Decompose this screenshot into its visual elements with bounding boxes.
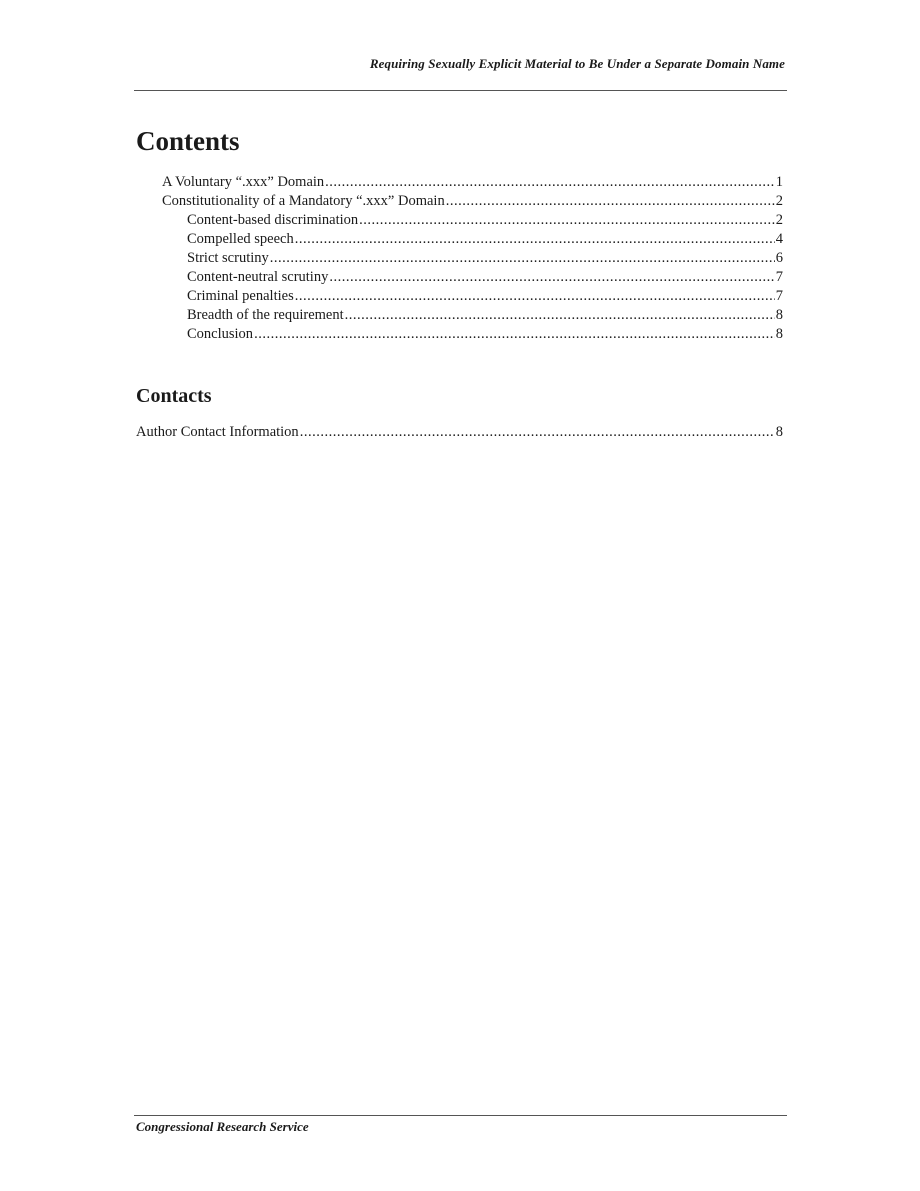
toc-entry-title: Content-neutral scrutiny	[187, 269, 329, 285]
dot-leader	[325, 173, 775, 192]
toc-entry-page: 1	[775, 174, 783, 190]
toc-entry-title: Criminal penalties	[187, 288, 294, 304]
toc-entry-title: Conclusion	[187, 326, 254, 342]
toc-entry-breadth-of-requirement[interactable]	[136, 306, 783, 325]
dot-leader	[329, 268, 774, 287]
toc-entry-page: 7	[775, 288, 783, 304]
toc-entry-page: 2	[775, 193, 783, 209]
header-divider	[134, 90, 787, 91]
toc-entry-page: 2	[775, 212, 783, 228]
dot-leader	[300, 423, 775, 442]
toc-entry-page: 4	[775, 231, 783, 247]
toc-entry-content-neutral-scrutiny[interactable]	[136, 268, 783, 287]
toc-entry-page: 8	[775, 424, 783, 440]
toc-entry-constitutionality[interactable]	[136, 192, 783, 211]
toc-entry-author-contact-information[interactable]	[136, 423, 783, 442]
toc-entry-voluntary-xxx-domain[interactable]	[136, 173, 783, 192]
toc-entry-page: 6	[775, 250, 783, 266]
running-header-title: Requiring Sexually Explicit Material to Be Under a Separate Domain Name	[369, 56, 785, 71]
dot-leader	[345, 306, 775, 325]
dot-leader	[359, 211, 775, 230]
toc-entry-title: Strict scrutiny	[187, 250, 269, 266]
footer-divider	[134, 1115, 787, 1116]
toc-entry-strict-scrutiny[interactable]	[136, 249, 783, 268]
contacts-heading: Contacts	[136, 385, 212, 407]
contents-list	[136, 173, 783, 344]
toc-entry-title: Author Contact Information	[136, 424, 299, 440]
toc-entry-title: Breadth of the requirement	[187, 307, 344, 323]
dot-leader	[270, 249, 775, 268]
dot-leader	[295, 287, 775, 306]
toc-entry-title: Content-based discrimination	[187, 212, 359, 228]
toc-entry-page: 7	[775, 269, 783, 285]
contents-heading: Contents	[136, 126, 240, 156]
footer-organization: Congressional Research Service	[136, 1119, 309, 1134]
dot-leader	[446, 192, 775, 211]
toc-entry-title: A Voluntary “.xxx” Domain	[162, 174, 325, 190]
toc-entry-title: Constitutionality of a Mandatory “.xxx” Domain	[162, 193, 445, 209]
dot-leader	[254, 325, 775, 344]
toc-entry-criminal-penalties[interactable]	[136, 287, 783, 306]
toc-entry-compelled-speech[interactable]	[136, 230, 783, 249]
contacts-list	[136, 423, 783, 442]
dot-leader	[295, 230, 775, 249]
toc-entry-content-based-discrimination[interactable]	[136, 211, 783, 230]
toc-entry-page: 8	[775, 326, 783, 342]
toc-entry-conclusion[interactable]	[136, 325, 783, 344]
toc-entry-title: Compelled speech	[187, 231, 294, 247]
toc-entry-page: 8	[775, 307, 783, 323]
